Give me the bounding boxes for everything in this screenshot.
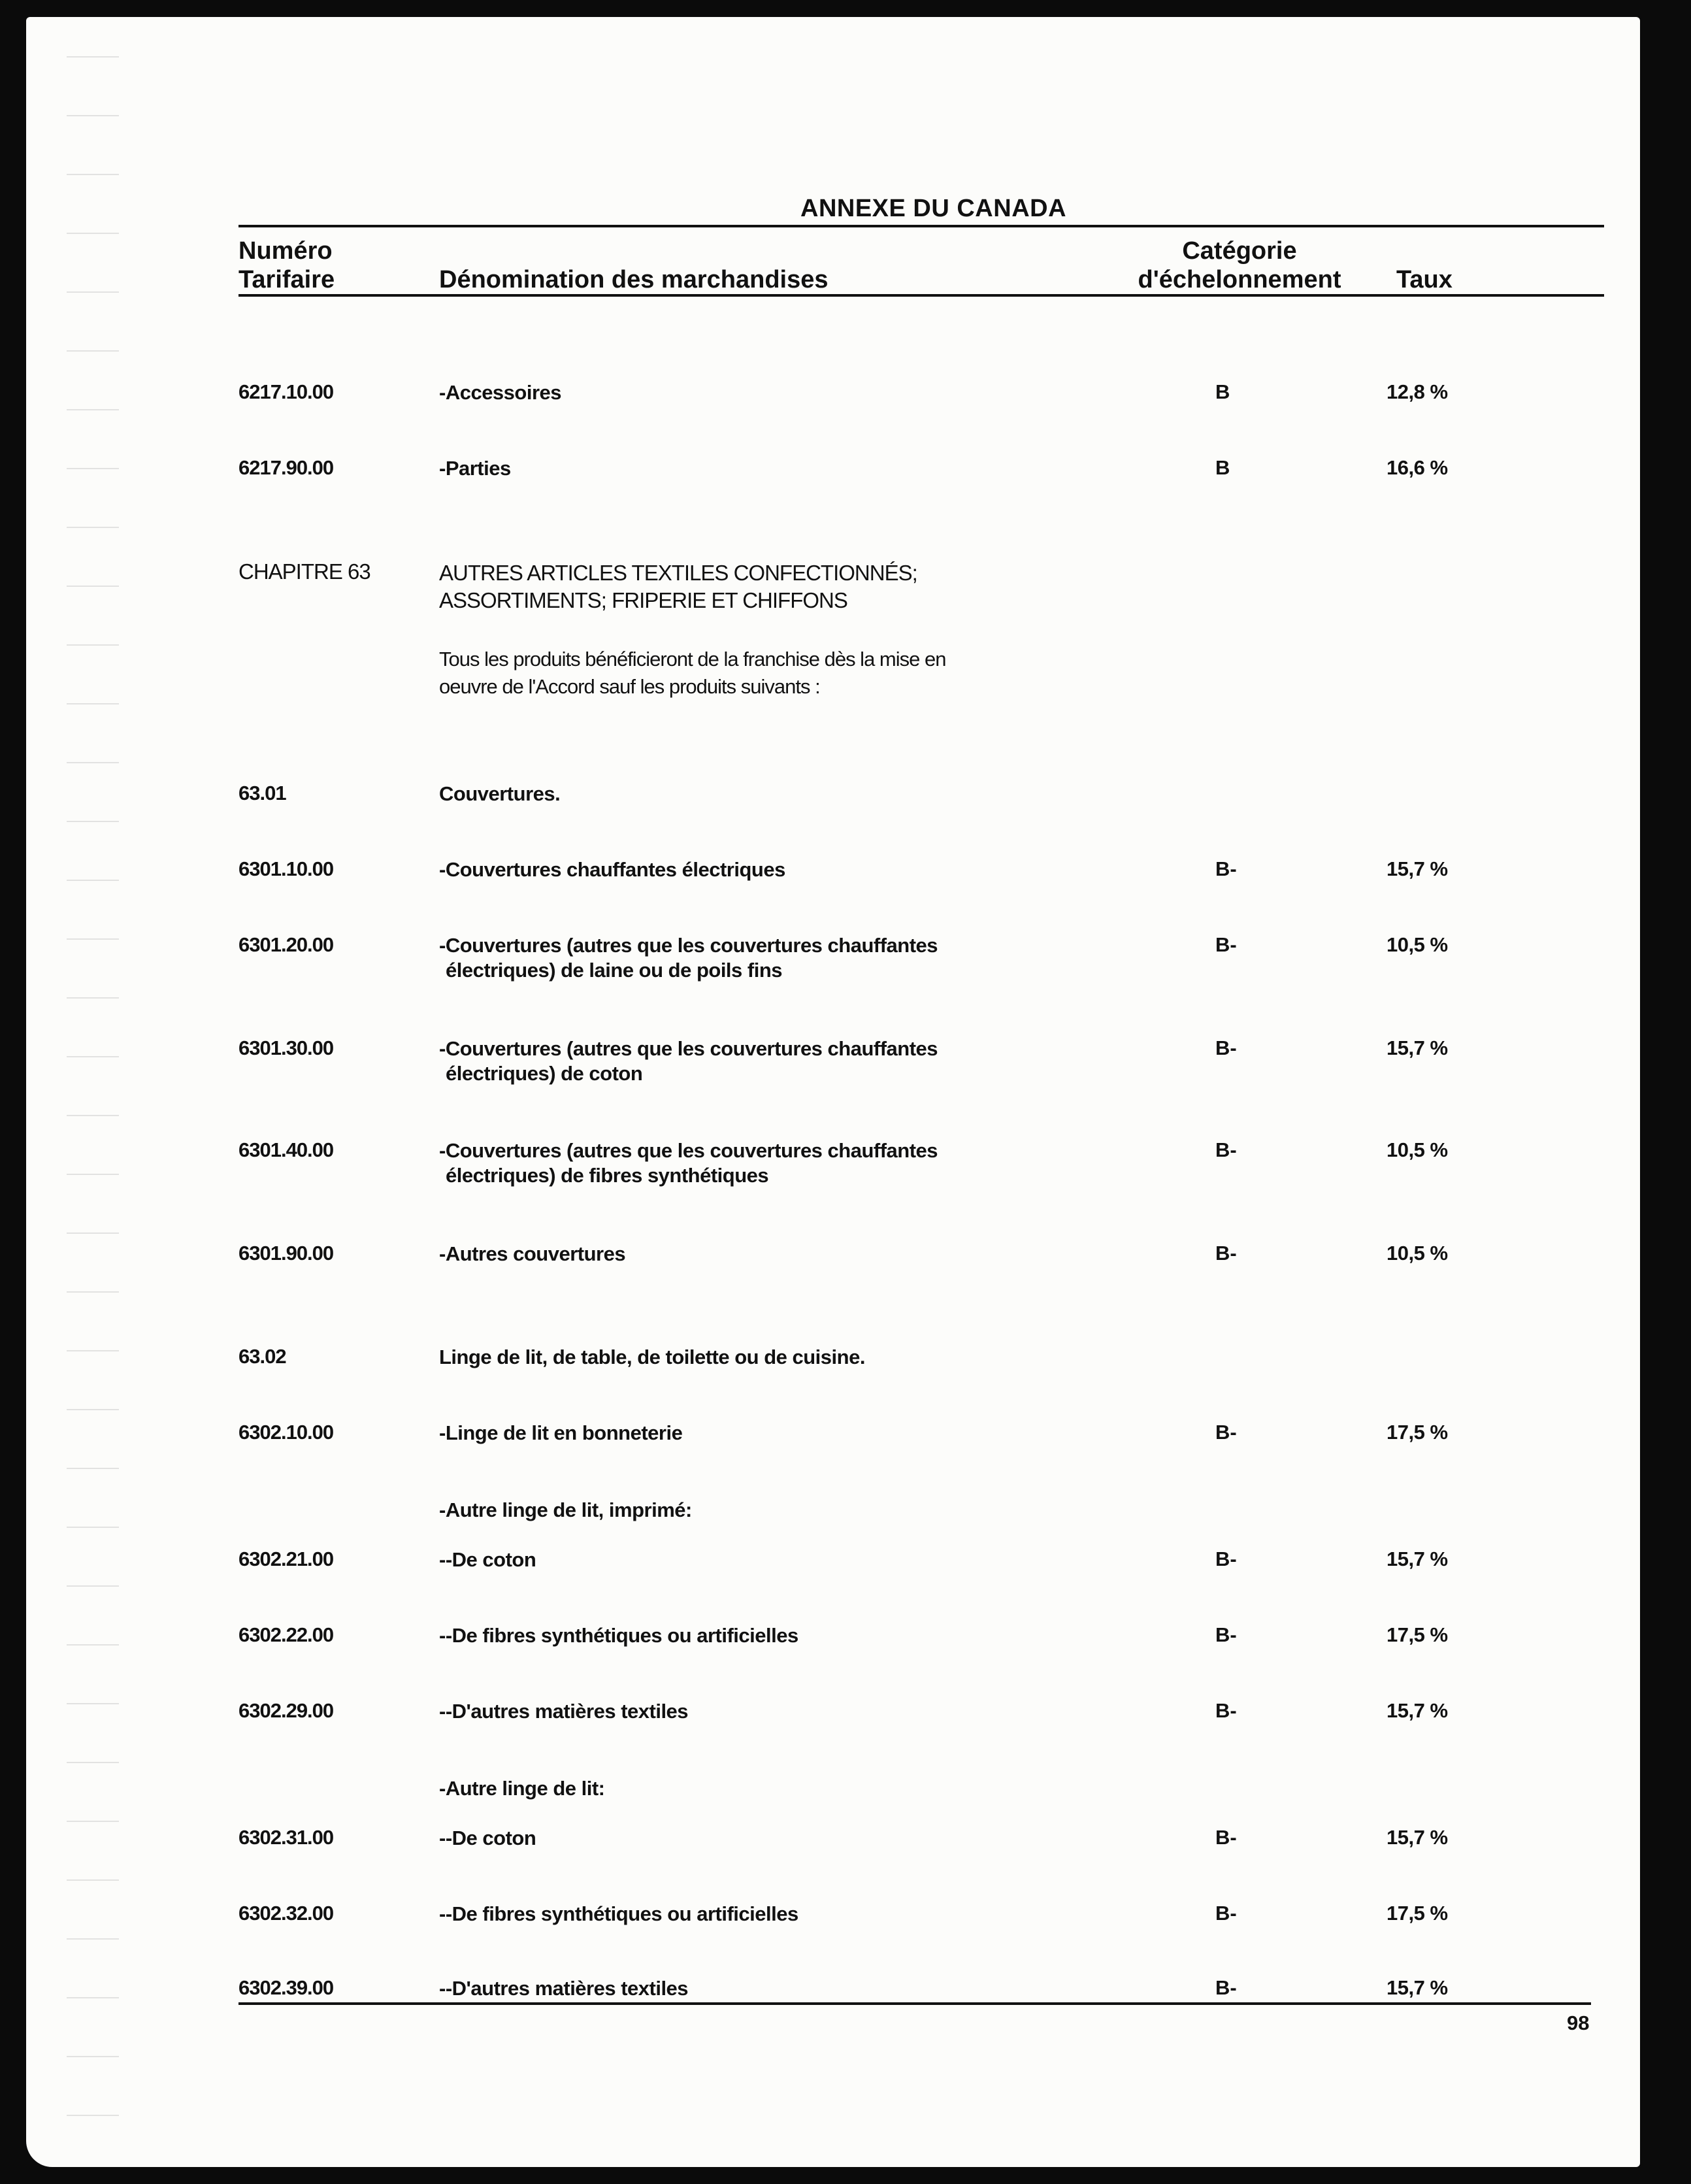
tariff-number: 6302.39.00 bbox=[238, 1976, 334, 1999]
staging-category: B- bbox=[1215, 1976, 1237, 1999]
tariff-number: 6302.22.00 bbox=[238, 1623, 334, 1646]
subheading-description: -Autre linge de lit, imprimé: bbox=[439, 1498, 692, 1521]
goods-description: -Autres couvertures bbox=[439, 1242, 626, 1265]
rate: 15,7 % bbox=[1387, 1699, 1448, 1722]
goods-description bbox=[439, 1138, 1053, 1188]
rate: 15,7 % bbox=[1387, 1036, 1448, 1059]
rate: 15,7 % bbox=[1387, 1976, 1448, 1999]
staging-category: B- bbox=[1215, 1902, 1237, 1925]
staging-category: B- bbox=[1215, 1699, 1237, 1722]
page-number: 98 bbox=[1567, 2011, 1590, 2034]
tariff-number: 6302.29.00 bbox=[238, 1699, 334, 1722]
tariff-number: 6302.31.00 bbox=[238, 1826, 334, 1849]
rate: 17,5 % bbox=[1387, 1421, 1448, 1444]
rate: 12,8 % bbox=[1387, 380, 1448, 403]
table-top-rule bbox=[238, 225, 1604, 227]
tariff-number: 6301.90.00 bbox=[238, 1242, 334, 1265]
chapter-note-line2: oeuvre de l'Accord sauf les produits suivants : bbox=[439, 675, 820, 698]
heading-number: 63.02 bbox=[238, 1345, 286, 1368]
tariff-number: 6217.90.00 bbox=[238, 456, 334, 479]
tariff-number: 6301.20.00 bbox=[238, 933, 334, 956]
heading-number: 63.01 bbox=[238, 782, 286, 804]
header-numero-tarifaire bbox=[238, 237, 335, 294]
header-categorie-line2: d'échelonnement bbox=[1138, 266, 1341, 293]
rate: 10,5 % bbox=[1387, 1242, 1448, 1265]
staging-category: B- bbox=[1215, 1242, 1237, 1265]
goods-description: --D'autres matières textiles bbox=[439, 1977, 689, 2000]
tariff-number: 6217.10.00 bbox=[238, 380, 334, 403]
goods-description-line1: -Couvertures (autres que les couvertures chauffantes bbox=[439, 1037, 938, 1060]
rate: 15,7 % bbox=[1387, 857, 1448, 880]
staging-category: B- bbox=[1215, 1547, 1237, 1570]
tariff-number: 6301.30.00 bbox=[238, 1036, 334, 1059]
tariff-number: 6302.10.00 bbox=[238, 1421, 334, 1444]
header-categorie bbox=[1125, 237, 1354, 294]
tariff-number: 6301.10.00 bbox=[238, 857, 334, 880]
staging-category: B- bbox=[1215, 1036, 1237, 1059]
staging-category: B- bbox=[1215, 1826, 1237, 1849]
chapter-title bbox=[439, 559, 1053, 614]
table-bottom-rule bbox=[238, 2002, 1591, 2005]
goods-description: --De coton bbox=[439, 1827, 536, 1849]
goods-description: --De fibres synthétiques ou artificielles bbox=[439, 1624, 798, 1647]
tariff-number: 6301.40.00 bbox=[238, 1138, 334, 1161]
rate: 17,5 % bbox=[1387, 1623, 1448, 1646]
rate: 15,7 % bbox=[1387, 1547, 1448, 1570]
staging-category: B- bbox=[1215, 1138, 1237, 1161]
staging-category: B- bbox=[1215, 1421, 1237, 1444]
header-denomination: Dénomination des marchandises bbox=[439, 266, 829, 293]
staging-category: B- bbox=[1215, 1623, 1237, 1646]
chapter-note-line1: Tous les produits bénéficieront de la franchise dès la mise en bbox=[439, 648, 946, 670]
goods-description: --De coton bbox=[439, 1548, 536, 1571]
staging-category: B- bbox=[1215, 933, 1237, 956]
chapter-number: CHAPITRE 63 bbox=[238, 559, 370, 584]
heading-description: Couvertures. bbox=[439, 782, 561, 805]
rate: 10,5 % bbox=[1387, 1138, 1448, 1161]
rate: 15,7 % bbox=[1387, 1826, 1448, 1849]
subheading-description: -Autre linge de lit: bbox=[439, 1777, 605, 1800]
header-numero-line1: Numéro bbox=[238, 237, 333, 265]
staging-category: B bbox=[1215, 456, 1230, 479]
goods-description: -Accessoires bbox=[439, 381, 562, 404]
goods-description: -Parties bbox=[439, 457, 511, 480]
document-page bbox=[26, 17, 1640, 2167]
goods-description: --D'autres matières textiles bbox=[439, 1700, 689, 1723]
goods-description: -Linge de lit en bonneterie bbox=[439, 1421, 683, 1444]
page-content bbox=[26, 17, 1640, 2167]
document-title: ANNEXE DU CANADA bbox=[800, 195, 1067, 222]
staging-category: B bbox=[1215, 380, 1230, 403]
goods-description: -Couvertures chauffantes électriques bbox=[439, 858, 785, 881]
heading-description: Linge de lit, de table, de toilette ou de cuisine. bbox=[439, 1346, 865, 1368]
header-numero-line2: Tarifaire bbox=[238, 266, 335, 293]
goods-description-line2: électriques) de fibres synthétiques bbox=[446, 1164, 769, 1187]
goods-description-line1: -Couvertures (autres que les couvertures chauffantes bbox=[439, 1139, 938, 1162]
header-taux: Taux bbox=[1396, 266, 1453, 293]
rate: 17,5 % bbox=[1387, 1902, 1448, 1925]
goods-description bbox=[439, 1036, 1053, 1086]
chapter-note-text bbox=[439, 646, 1092, 701]
goods-description: --De fibres synthétiques ou artificielles bbox=[439, 1902, 798, 1925]
goods-description-line2: électriques) de coton bbox=[446, 1062, 643, 1085]
goods-description bbox=[439, 933, 1053, 983]
staging-category: B- bbox=[1215, 857, 1237, 880]
goods-description-line1: -Couvertures (autres que les couvertures chauffantes bbox=[439, 934, 938, 957]
chapter-title-line2: ASSORTIMENTS; FRIPERIE ET CHIFFONS bbox=[439, 588, 847, 612]
header-bottom-rule bbox=[238, 294, 1604, 297]
tariff-number: 6302.32.00 bbox=[238, 1902, 334, 1925]
tariff-number: 6302.21.00 bbox=[238, 1547, 334, 1570]
header-categorie-line1: Catégorie bbox=[1182, 237, 1297, 265]
rate: 16,6 % bbox=[1387, 456, 1448, 479]
goods-description-line2: électriques) de laine ou de poils fins bbox=[446, 959, 783, 982]
chapter-title-line1: AUTRES ARTICLES TEXTILES CONFECTIONNÉS; bbox=[439, 561, 917, 585]
rate: 10,5 % bbox=[1387, 933, 1448, 956]
